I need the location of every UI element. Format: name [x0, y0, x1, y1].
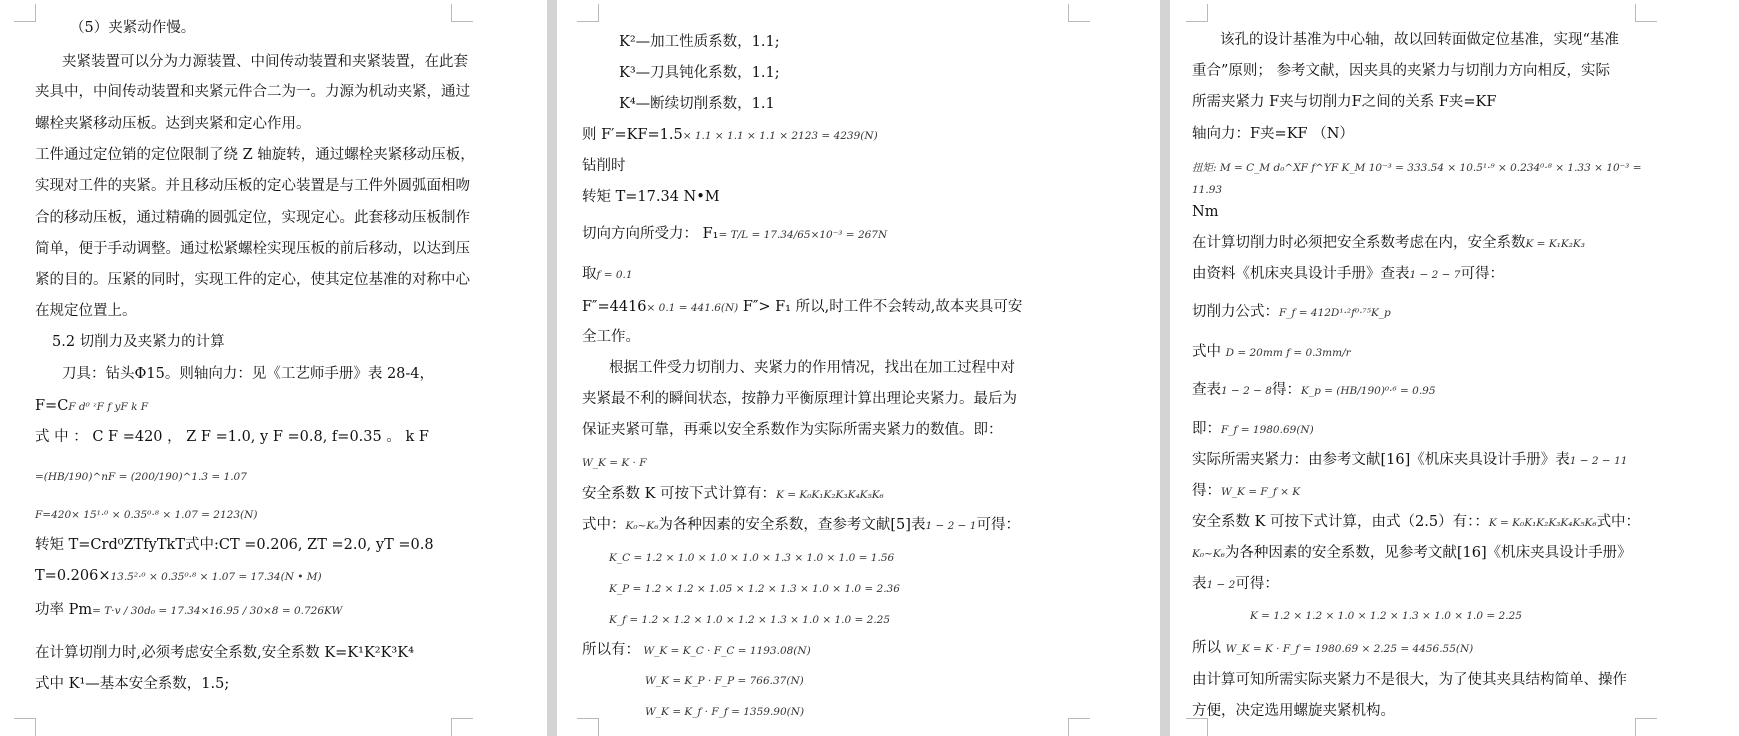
formula-text: 1 − 2 − 8: [1221, 385, 1272, 397]
text-line: [582, 420, 1003, 440]
line-text: 则 F′=KF=1.5: [582, 127, 683, 143]
formula-text: = T·v / 30d₀ = 17.34×16.95 / 30×8 = 0.726KW: [92, 605, 343, 617]
line-text: 即：: [1192, 421, 1221, 437]
formula-text: W_K = K_f · F_f = 1359.90(N): [645, 706, 805, 718]
line-text: 得：: [1192, 483, 1221, 499]
line-text: 工件通过定位销的定位限制了绕 Z 轴旋转，通过螺栓夹紧移动压板，: [35, 147, 475, 163]
line-text: 刀具：钻头Φ15。则轴向力：见《工艺师手册》表 28-4，: [62, 366, 435, 382]
formula-text: 1 − 2 − 11: [1569, 455, 1628, 467]
page-corner-mark: [451, 718, 473, 736]
line-text: K⁴—断续切削系数，1.1: [619, 96, 775, 112]
text-line: [35, 82, 470, 102]
text-line: [35, 466, 247, 487]
formula-text: K_f = 1.2 × 1.2 × 1.0 × 1.2 × 1.3 × 1.0 × 1.0 = 2.25: [609, 614, 891, 626]
text-line: [35, 176, 470, 196]
line-text: 式中：: [1596, 514, 1641, 530]
line-text: 实现对工件的夹紧。并且移动压板的定心装置是与工件外圆弧面相吻: [35, 178, 470, 194]
text-line: [35, 643, 414, 663]
text-line: [582, 484, 884, 505]
formula-text: × 0.1 = 441.6(N): [646, 302, 739, 314]
formula-text: K₀~K₆: [1192, 548, 1225, 560]
formula-text: × 1.1 × 1.1 × 1.1 × 2123 = 4239(N): [682, 130, 878, 142]
line-text: 所以有：: [582, 642, 640, 658]
text-line: [582, 156, 626, 176]
line-text: 轴向力：F夹=KF （N）: [1192, 126, 1354, 142]
line-text: 夹具中，中间传动装置和夹紧元件合二为一。力源为机动夹紧，通过: [35, 84, 470, 100]
text-line: [1192, 92, 1496, 112]
text-line: [609, 609, 890, 630]
line-text: 为各种因素的安全系数，查参考文献[5]表: [658, 517, 926, 533]
line-text: F″=4416: [582, 299, 647, 315]
formula-text: W_K = F_f × K: [1221, 486, 1301, 498]
line-text: K³—刀具钝化系数，1.1;: [619, 65, 780, 81]
line-text: 根据工件受力切削力、夹紧力的作用情况，找出在加工过程中对: [609, 360, 1015, 376]
text-line: [1192, 61, 1610, 81]
text-line: [1192, 202, 1218, 222]
text-line: [582, 452, 647, 473]
line-text: 所以: [1192, 640, 1226, 656]
text-line: [70, 18, 195, 38]
text-line: [1192, 233, 1585, 254]
line-text: 实际所需夹紧力：由参考文献[16]《机床夹具设计手册》表: [1192, 452, 1570, 468]
line-text: 在计算切削力时必须把安全系数考虑在内，安全系数: [1192, 235, 1526, 251]
line-text: 该孔的设计基准为中心轴，故以回转面做定位基准，实现“基准: [1220, 32, 1619, 48]
formula-text: K₀~K₆: [625, 520, 659, 532]
text-line: [1192, 342, 1351, 363]
text-line: [35, 427, 429, 447]
text-line: [582, 297, 1022, 318]
line-text: 安全系数 K 可按下式计算有：: [582, 486, 777, 502]
page-corner-mark: [577, 4, 599, 22]
document-page-2: [557, 0, 1160, 736]
line-text: 可得：: [1235, 576, 1279, 592]
line-text: 式 中 ： C F =420 ， Z F =1.0, y F =0.8, f=0.35 。 k F: [35, 429, 429, 445]
line-text: 合的移动压板，通过精确的圆弧定位，实现定心。此套移动压板制作: [35, 210, 470, 226]
line-text: 式中 K¹—基本安全系数，1.5;: [35, 676, 230, 692]
formula-text: K_C = 1.2 × 1.0 × 1.0 × 1.0 × 1.3 × 1.0 × 1.0 = 1.56: [609, 552, 895, 564]
text-line: [1192, 179, 1222, 200]
page-corner-mark: [1635, 718, 1657, 736]
line-text: 全工作。: [582, 329, 640, 345]
text-line: [619, 94, 775, 114]
line-text: F″> F₁ 所以,时工件不会转动,故本夹具可安: [738, 299, 1023, 315]
text-line: [35, 535, 434, 555]
formula-text: W_K = K_P · F_P = 766.37(N): [645, 675, 804, 687]
line-text: 可得：: [1460, 266, 1504, 282]
line-text: 查表: [1192, 382, 1221, 398]
document-page-1: [0, 0, 547, 736]
text-line: [35, 114, 311, 134]
line-text: 取: [582, 266, 597, 282]
text-line: [609, 578, 900, 599]
formula-text: F=420× 15¹·⁰ × 0.35⁰·⁸ × 1.07 = 2123(N): [35, 509, 258, 521]
formula-text: 13.5²·⁰ × 0.35⁰·⁸ × 1.07 = 17.34(N • M): [110, 571, 322, 583]
line-text: Nm: [1192, 204, 1219, 220]
text-line: [1192, 638, 1473, 659]
text-line: [35, 396, 148, 417]
line-text: 在规定位置上。: [35, 303, 137, 319]
line-text: （5）夹紧动作慢。: [70, 20, 196, 36]
text-line: [619, 63, 780, 83]
formula-text: W_K = K · F_f = 1980.69 × 2.25 = 4456.55(N): [1225, 643, 1474, 655]
line-text: 表: [1192, 576, 1207, 592]
text-line: [35, 600, 342, 621]
formula-text: =(HB/190)^nF = (200/190)^1.3 = 1.07: [35, 471, 247, 483]
page-corner-mark: [14, 4, 36, 22]
line-text: 式中: [1192, 344, 1226, 360]
formula-text: K_P = 1.2 × 1.2 × 1.05 × 1.2 × 1.3 × 1.0 × 1.0 = 2.36: [609, 583, 900, 595]
line-text: 由计算可知所需实际夹紧力不是很大，为了使其夹具结构简单、操作: [1192, 672, 1627, 688]
text-line: [35, 566, 322, 587]
line-text: 切向方向所受力： F₁: [582, 226, 719, 242]
line-text: 5.2 切削力及夹紧力的计算: [52, 334, 225, 350]
text-line: [1192, 543, 1632, 564]
formula-text: F_f = 1980.69(N): [1221, 424, 1314, 436]
text-line: [609, 358, 1015, 378]
line-text: 重合”原则； 参考文献，因夹具的夹紧力与切削力方向相反，实际: [1192, 63, 1611, 79]
line-text: 紧的目的。压紧的同时，实现工件的定心，使其定位基准的对称中心: [35, 272, 470, 288]
text-line: [582, 389, 1017, 409]
line-text: 功率 Pm: [35, 602, 93, 618]
line-text: 安全系数 K 可按下式计算，由式（2.5）有：：: [1192, 514, 1489, 530]
text-line: [1192, 419, 1314, 440]
formula-text: K_p = (HB/190)⁰·⁶ = 0.95: [1301, 385, 1436, 397]
page-corner-mark: [451, 4, 473, 22]
line-text: 切削力公式：: [1192, 304, 1279, 320]
line-text: T=0.206×: [35, 568, 111, 584]
line-text: K²—加工性质系数，1.1;: [619, 34, 780, 50]
text-line: [1192, 302, 1391, 323]
formula-text: 11.93: [1192, 184, 1223, 196]
line-text: F=C: [35, 398, 69, 414]
formula-text: K = K₀K₁K₂K₃K₄K₅K₆: [776, 489, 884, 501]
text-line: [1192, 157, 1642, 178]
text-line: [582, 187, 720, 207]
text-line: [619, 32, 780, 52]
line-text: 方便，决定选用螺旋夹紧机构。: [1192, 703, 1395, 719]
text-line: [35, 270, 470, 290]
text-line: [35, 301, 137, 321]
text-line: [1192, 450, 1627, 471]
text-line: [62, 52, 468, 72]
text-line: [1192, 124, 1354, 144]
formula-text: 1 − 2 − 1: [925, 520, 977, 532]
line-text: 得：: [1272, 382, 1301, 398]
formula-text: 1 − 2 − 7: [1409, 269, 1461, 281]
formula-text: K = K₀K₁K₂K₃K₄K₅K₆: [1488, 517, 1597, 529]
text-line: [52, 332, 225, 352]
text-line: [1192, 512, 1640, 533]
text-line: [582, 125, 878, 146]
formula-text: 扭矩: M = C_M d₀^XF f^YF K_M 10⁻³ = 333.54 × 10.5¹·⁹ × 0.234⁰·⁸ × 1.33 × 10⁻³ =: [1192, 162, 1642, 174]
page-corner-mark: [1068, 718, 1090, 736]
line-text: 夹紧装置可以分为力源装置、中间传动装置和夹紧装置，在此套: [62, 54, 468, 70]
document-page-3: [1170, 0, 1739, 736]
formula-text: = T/L = 17.34/65×10⁻³ = 267N: [718, 229, 888, 241]
text-line: [1192, 701, 1395, 721]
page-corner-mark: [1068, 4, 1090, 22]
formula-text: 1 − 2: [1206, 579, 1236, 591]
text-line: [582, 264, 633, 285]
line-text: 简单，便于手动调整。通过松紧螺栓实现压板的前后移动，以达到压: [35, 241, 470, 257]
line-text: 螺栓夹紧移动压板。达到夹紧和定心作用。: [35, 116, 311, 132]
text-line: [1192, 670, 1627, 690]
text-line: [582, 224, 887, 245]
line-text: 夹紧最不利的瞬间状态，按静力平衡原理计算出理论夹紧力。最后为: [582, 391, 1017, 407]
formula-text: W_K = K_C · F_C = 1193.08(N): [640, 645, 811, 657]
formula-text: F d⁰ ᶻF f yF k F: [68, 401, 149, 413]
text-line: [62, 364, 434, 384]
text-line: [582, 327, 640, 347]
text-line: [609, 547, 894, 568]
text-line: [1192, 574, 1279, 595]
line-text: 所需夹紧力 F夹与切削力F之间的关系 F夹=KF: [1192, 94, 1497, 110]
page-corner-mark: [14, 718, 36, 736]
text-line: [1192, 481, 1300, 502]
line-text: 转矩 T=Crd⁰ZTfyTkT式中:CT =0.206, ZT =2.0, yT =0.8: [35, 537, 434, 553]
line-text: 保证夹紧可靠，再乘以安全系数作为实际所需夹紧力的数值。即：: [582, 422, 1003, 438]
text-line: [35, 504, 257, 525]
text-line: [582, 640, 811, 661]
text-line: [35, 145, 475, 165]
text-line: [1192, 380, 1436, 401]
text-line: [1220, 30, 1619, 50]
formula-text: K = K₁K₂K₃: [1525, 238, 1585, 250]
text-line: [35, 239, 470, 259]
line-text: 钻削时: [582, 158, 626, 174]
line-text: 转矩 T=17.34 N•M: [582, 189, 720, 205]
page-corner-mark: [1186, 4, 1208, 22]
line-text: 为各种因素的安全系数，见参考文献[16]《机床夹具设计手册》: [1224, 545, 1632, 561]
page-corner-mark: [577, 718, 599, 736]
text-line: [645, 701, 804, 722]
line-text: 由资料《机床夹具设计手册》查表: [1192, 266, 1410, 282]
line-text: 式中：: [582, 517, 626, 533]
page-corner-mark: [1635, 4, 1657, 22]
formula-text: D = 20mm f = 0.3mm/r: [1225, 347, 1351, 359]
text-line: [35, 208, 470, 228]
line-text: 在计算切削力时,必须考虑安全系数,安全系数 K=K¹K²K³K⁴: [35, 645, 414, 661]
formula-text: W_K = K · F: [582, 457, 647, 469]
line-text: 可得：: [976, 517, 1020, 533]
formula-text: F_f = 412D¹·²f⁰·⁷⁵K_p: [1279, 307, 1391, 319]
text-line: [582, 515, 1020, 536]
text-line: [1250, 605, 1522, 626]
formula-text: f = 0.1: [596, 269, 633, 281]
formula-text: K = 1.2 × 1.2 × 1.0 × 1.2 × 1.3 × 1.0 × 1.0 = 2.25: [1250, 610, 1522, 622]
text-line: [645, 670, 804, 691]
text-line: [1192, 264, 1504, 285]
text-line: [35, 674, 229, 694]
